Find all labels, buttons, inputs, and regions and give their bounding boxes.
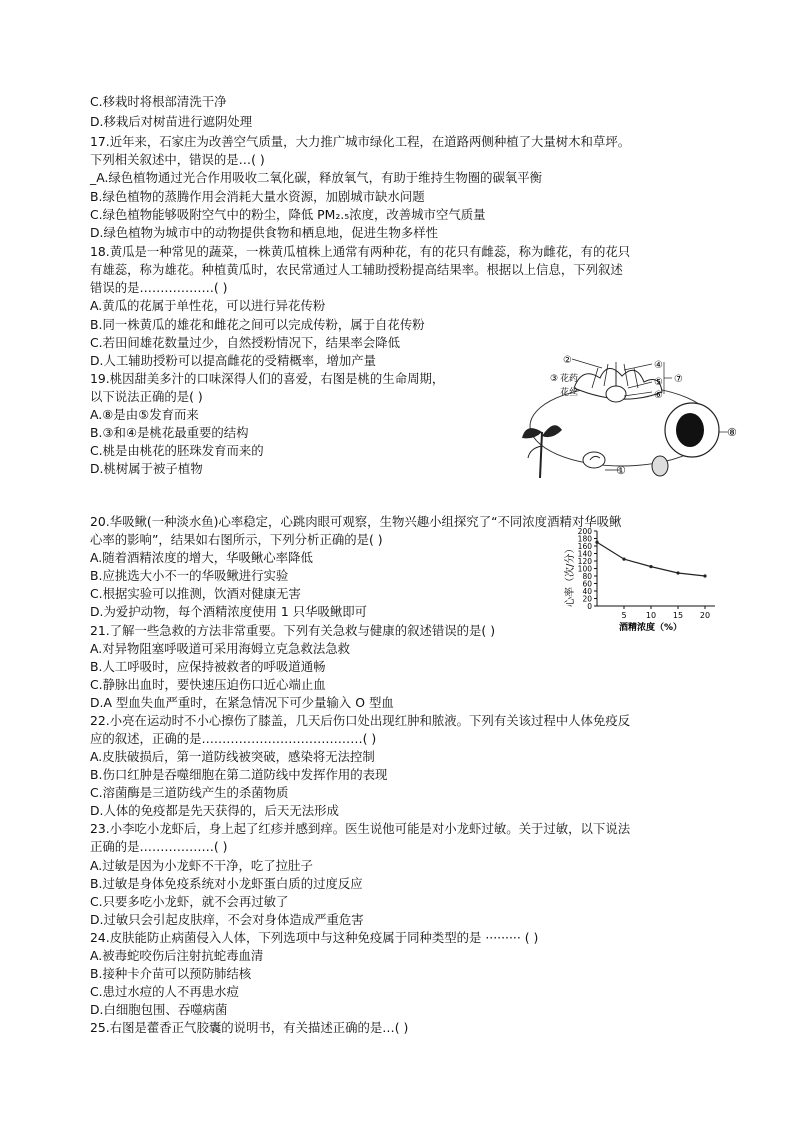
text-line: C.绿色植物能够吸附空气中的粉尘，降低 PM₂.₅浓度，改善城市空气质量: [90, 207, 486, 222]
text-line: C.桃是由桃花的胚珠发育而来的: [90, 443, 264, 458]
label-1: ①: [616, 464, 626, 477]
text-line: C.溶菌酶是三道防线产生的杀菌物质: [90, 785, 289, 800]
label-4: ④: [654, 360, 663, 371]
series-line: [597, 542, 705, 576]
label-7: ⑦: [674, 374, 683, 385]
y-tick-label: 140: [577, 549, 592, 559]
text-line: 17.近年来，石家庄为改善空气质量，大力推广城市绿化工程，在道路两侧种植了大量树木和草坪。: [90, 134, 631, 149]
text-line: A.随着酒精浓度的增大，华吸鳅心率降低: [90, 550, 313, 565]
label-filament: 花丝: [560, 388, 579, 398]
text-line: B.伤口红肿是吞噬细胞在第二道防线中发挥作用的表现: [90, 767, 388, 782]
label-3: ③: [550, 374, 559, 384]
text-line: C.若田间雄花数量过少，自然授粉情况下，结果率会降低: [90, 335, 400, 350]
text-line: D.为爱护动物，每个酒精浓度使用 1 只华吸鳅即可: [90, 604, 368, 619]
peach-flower-icon: [574, 362, 662, 402]
text-line: B.同一株黄瓜的雄花和雌花之间可以完成传粉，属于自花传粉: [90, 317, 425, 332]
x-tick-label: 15: [672, 611, 684, 620]
peach-fruit-icon: [665, 403, 728, 457]
text-line: C.只要多吃小龙虾，就不会再过敏了: [90, 894, 289, 909]
text-line: D.过敏只会引起皮肤痒，不会对身体造成严重危害: [90, 912, 364, 927]
y-tick-label: 60: [582, 579, 592, 589]
y-tick-label: 80: [582, 572, 592, 581]
text-line: A.对异物阻塞呼吸道可采用海姆立克急救法急救: [90, 641, 351, 656]
text-line: 正确的是………………( ): [90, 839, 228, 854]
y-tick-label: 200: [577, 527, 592, 536]
text-line: C.根据实验可以推测，饮酒对健康无害: [90, 586, 301, 601]
x-tick-label: 20: [699, 611, 711, 620]
x-tick-label: 10: [645, 611, 657, 620]
text-line: 应的叙述，正确的是…………………………………( ): [90, 731, 377, 746]
y-tick-label: 20: [582, 594, 592, 604]
text-line: 24.皮肤能防止病菌侵入人体，下列选项中与这种免疫属于同种类型的是 ········· ( ): [90, 930, 539, 945]
label-6: ⑥: [654, 390, 663, 401]
text-line: D.移栽后对树苗进行遮阴处理: [90, 114, 253, 129]
y-tick-label: 40: [582, 587, 592, 596]
text-line: 下列相关叙述中，错误的是…( ): [90, 152, 265, 167]
text-line: 错误的是………………( ): [90, 280, 228, 295]
text-line: D.A 型血失血严重时，在紧急情况下可少量输入 O 型血: [90, 695, 394, 710]
text-line: C.静脉出血时，要快速压迫伤口近心端止血: [90, 677, 326, 692]
text-line: 22.小亮在运动时不小心擦伤了膝盖，几天后伤口处出现红肿和脓液。下列有关该过程中人体免疫反: [90, 713, 631, 728]
data-point: [595, 541, 598, 544]
peach-seed-icon: [652, 456, 668, 476]
heart-rate-chart: [555, 523, 727, 635]
text-line: 18.黄瓜是一种常见的蔬菜，一株黄瓜植株上通常有两种花，有的花只有雌蕊，称为雌花，有的花只: [90, 244, 631, 259]
text-line: C.患过水痘的人不再患水痘: [90, 984, 239, 999]
y-tick-label: 180: [577, 534, 592, 544]
text-line: 25.右图是藿香正气胶囊的说明书，有关描述正确的是…( ): [90, 1020, 409, 1035]
text-line: A.过敏是因为小龙虾不干净，吃了拉肚子: [90, 858, 313, 873]
text-line: D.绿色植物为城市中的动物提供食物和栖息地，促进生物多样性: [90, 225, 439, 240]
data-point: [676, 571, 679, 574]
text-line: B.应挑选大小不一的华吸鳅进行实验: [90, 568, 289, 583]
data-point: [622, 558, 625, 561]
peach-life-cycle-figure: [512, 348, 747, 480]
y-tick-label: 160: [577, 542, 592, 551]
y-tick-label: 120: [577, 557, 592, 566]
text-line: A.被毒蛇咬伤后注射抗蛇毒血清: [90, 948, 264, 963]
text-line: 20.华吸鳅(一种淡水鱼)心率稳定，心跳肉眼可观察，生物兴趣小组探究了“不同浓度酒精对华吸鳅: [90, 514, 622, 529]
point-group: [595, 541, 706, 578]
text-line: B.过敏是身体免疫系统对小龙虾蛋白质的过度反应: [90, 876, 363, 891]
text-line: A.皮肤破损后，第一道防线被突破，感染将无法控制: [90, 749, 375, 764]
text-line: 有雄蕊，称为雄花。种植黄瓜时，农民常通过人工辅助授粉提高结果率。根据以上信息，下列叙述: [90, 262, 623, 277]
text-line: C.移栽时将根部清洗干净: [90, 94, 227, 109]
seedling-icon: [522, 425, 562, 478]
text-line: D.桃树属于被子植物: [90, 461, 203, 476]
text-line: B.绿色植物的蒸腾作用会消耗大量水资源，加剧城市缺水问题: [90, 189, 425, 204]
y-tick-label: 100: [577, 564, 592, 574]
x-axis-label: 酒精浓度（%）: [619, 623, 683, 633]
y-axis-label: 心率（次/分）: [565, 543, 576, 607]
text-line: B.③和④是桃花最重要的结构: [90, 425, 249, 440]
text-line: A.黄瓜的花属于单性花，可以进行异花传粉: [90, 298, 326, 313]
label-8: ⑧: [727, 426, 737, 439]
data-point: [649, 565, 652, 568]
text-line: 心率的影响”，结果如右图所示，下列分析正确的是( ): [90, 532, 383, 547]
text-line: D.白细胞包围、吞噬病菌: [90, 1002, 228, 1017]
label-anther: 花药: [560, 374, 579, 384]
x-tick-label: 5: [621, 611, 627, 620]
text-line: D.人工辅助授粉可以提高雌花的受精概率，增加产量: [90, 353, 377, 368]
text-line: B.人工呼吸时，应保持被救者的呼吸道通畅: [90, 659, 326, 674]
text-line: 23.小李吃小龙虾后，身上起了红疹并感到痒。医生说他可能是对小龙虾过敏。关于过敏，以下说法: [90, 821, 631, 836]
text-line: D.人体的免疫都是先天获得的，后天无法形成: [90, 803, 339, 818]
data-point: [703, 574, 706, 577]
text-line: B.接种卡介苗可以预防肺结核: [90, 966, 252, 981]
text-line: A.⑧是由⑤发育而来: [90, 407, 199, 422]
text-line: 19.桃因甜美多汁的口味深得人们的喜爱，右图是桃的生命周期，: [90, 371, 445, 386]
label-2: ②: [563, 355, 572, 366]
y-tick-label: 0: [587, 602, 592, 611]
germinating-seed-icon: [583, 452, 605, 468]
label-5: ⑤: [654, 377, 663, 388]
text-line: _A.绿色植物通过光合作用吸收二氧化碳，释放氧气，有助于维持生物圈的碳氧平衡: [90, 170, 543, 185]
text-line: 21.了解一些急救的方法非常重要。下列有关急救与健康的叙述错误的是( ): [90, 623, 496, 638]
text-line: 以下说法正确的是( ): [90, 389, 203, 404]
